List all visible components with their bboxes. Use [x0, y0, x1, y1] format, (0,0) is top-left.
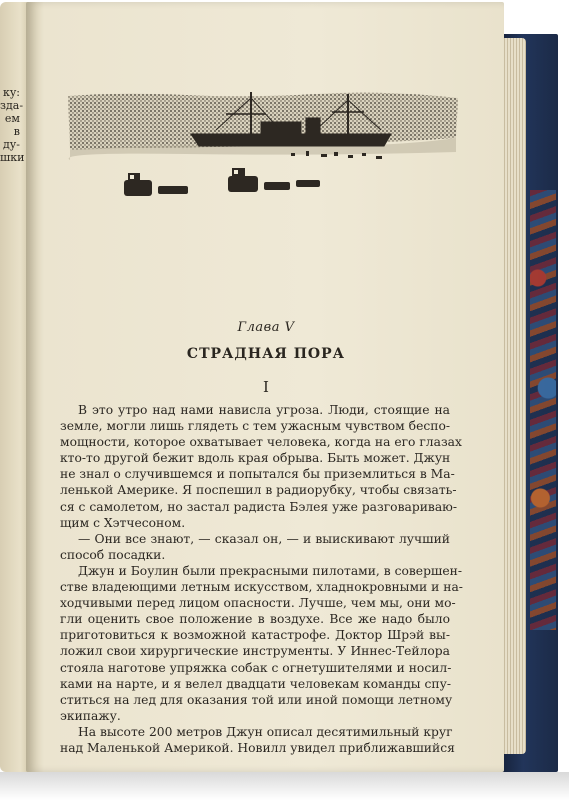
body-line: не знал о случившемся и попытался бы приземлиться в Ма-	[60, 467, 455, 482]
body-line: щим с Хэтчесоном.	[60, 515, 186, 530]
body-line: В это утро над нами нависла угроза. Люди, стоящие на	[78, 403, 450, 417]
body-line: ся с самолетом, но застал радиста Бэлея уже разговариваю-	[60, 499, 458, 514]
book-page	[26, 2, 504, 772]
body-line: ходчивыми перед лицом опасности. Лучше, чем мы, они мо-	[60, 596, 456, 611]
fragment-line: ду-	[3, 138, 20, 151]
body-line: Джун и Боулин были прекрасными пилотами, в совершен-	[78, 563, 462, 578]
body-line: над Маленькой Америкой. Новилл увидел приближавшийся	[60, 740, 455, 755]
body-line: стояла наготове упряжка собак с огнетушителями и носил-	[60, 660, 452, 675]
body-line: — Они все знают, — сказал он, — и выискивают лучший	[78, 531, 450, 546]
fragment-line: шки	[0, 151, 25, 164]
previous-page-text-fragment	[0, 86, 25, 164]
fragment-line: ку:	[2, 86, 20, 99]
body-line: ленькой Америке. Я поспешил в радиорубку, чтобы связать-	[60, 483, 457, 498]
section-number: I	[263, 378, 269, 396]
body-line: кто-то другой бежит вдоль края обрыва. Быть может. Джун	[60, 451, 451, 466]
body-line: ститься на лед для оказания той или иной помощи летному	[60, 692, 453, 707]
body-line: экипажу.	[60, 708, 121, 723]
chapter-title: СТРАДНАЯ ПОРА	[186, 346, 346, 362]
body-line: земле, могли лишь глядеть с тем ужасным чувством беспо-	[60, 419, 450, 434]
marbled-endpaper	[530, 190, 556, 630]
body-text	[60, 402, 463, 756]
body-line: способ посадки.	[60, 547, 166, 562]
body-line: приготовиться к возможной катастрофе. Доктор Шрэй вы-	[60, 628, 450, 643]
body-line: На высоте 200 метров Джун описал десятимильный круг	[78, 724, 453, 739]
page-shadow	[0, 772, 569, 800]
body-line: ками на нарте, и я велел двадцати человекам команды спу-	[60, 676, 451, 691]
body-line: мощности, которое охватывает человека, когда на его глазах	[60, 435, 462, 450]
fragment-line: в	[13, 125, 20, 138]
body-line: гли оценить свое положение в воздухе. Все же надо было	[60, 612, 450, 627]
body-line: ложил свои хирургические инструменты. У Иннес-Тейлора	[60, 644, 450, 659]
fragment-line: зда-	[0, 99, 24, 112]
chapter-label: Глава V	[237, 320, 295, 335]
body-line: стве владеющими летным искусством, хладнокровными и на-	[60, 580, 463, 595]
fragment-line: ем	[4, 112, 20, 125]
ship-and-tractors-illustration	[66, 90, 460, 206]
